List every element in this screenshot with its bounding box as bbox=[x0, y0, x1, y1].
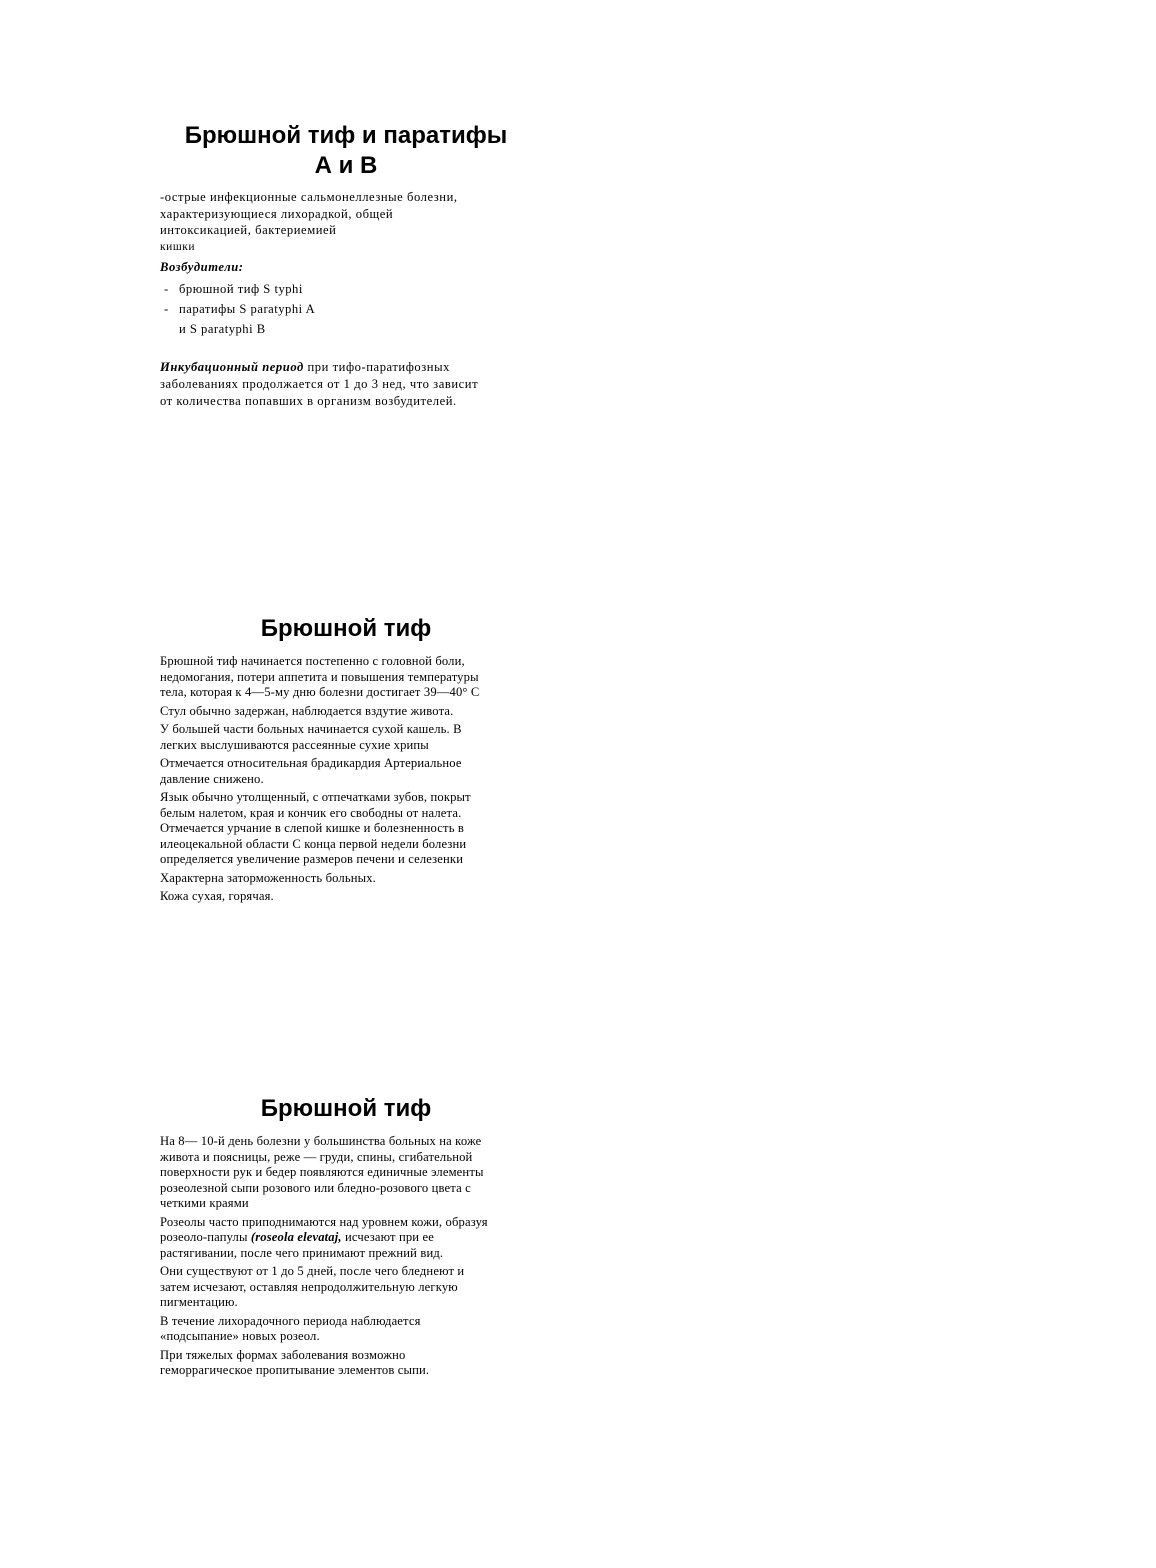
incubation-label: Инкубационный период bbox=[160, 360, 304, 374]
list-item: и S paratyphi B bbox=[179, 322, 266, 336]
paragraph: Отмечается относительная брадикардия Артериальное давление снижено. bbox=[160, 756, 462, 786]
latin-term: (roseola elevataj, bbox=[250, 1230, 342, 1244]
incubation-paragraph: Инкубационный период при тифо-паратифозных заболеваниях продолжается от 1 до 3 нед, что зависит от количества попавших в организм возбудителей. bbox=[160, 360, 479, 408]
list-item: - паратифы S paratyphi A bbox=[164, 302, 316, 316]
pathogens-list bbox=[160, 279, 532, 339]
paragraph: Брюшной тиф начинается постепенно с головной боли, недомогания, потери аппетита и повышения температуры тела, которая к 4—5-му дню болезни достигает 39—40° С bbox=[160, 654, 480, 699]
pathogens-label: Возбудители: bbox=[160, 260, 244, 274]
slide-typhoid-symptoms bbox=[160, 614, 532, 908]
slide-title: Брюшной тиф bbox=[260, 1095, 432, 1122]
paragraph: Они существуют от 1 до 5 дней, после чего бледнеют и затем исчезают, оставляя непродолжительную легкую пигментацию. bbox=[160, 1264, 465, 1309]
paragraph: Стул обычно задержан, наблюдается вздутие живота. bbox=[160, 703, 454, 718]
paragraph: На 8— 10-й день болезни у большинства больных на коже живота и поясницы, реже — груди, спины, сгибательной поверхности рук и бедер появляются единичные элементы розеолезной сыпи розового или бледно-розового цвета с четкими краями bbox=[160, 1134, 484, 1210]
paragraph: В течение лихорадочного периода наблюдается «подсыпание» новых розеол. bbox=[160, 1313, 421, 1343]
slide-title: Брюшной тиф bbox=[260, 615, 432, 642]
slide-typhoid-paratyphoid bbox=[160, 121, 532, 413]
definition-paragraph: -острые инфекционные сальмонеллезные болезни, характеризующиеся лихорадкой, общей интоксикацией, бактериемией кишки bbox=[160, 190, 458, 253]
paragraph: Розеолы часто приподнимаются над уровнем кожи, образуя розеоло-папулы (roseola elevataj, исчезают при ее растягивании, после чего принимают прежний вид. bbox=[160, 1214, 488, 1260]
paragraph: Характерна заторможенность больных. bbox=[160, 870, 376, 885]
slide-title: Брюшной тиф и паратифы А и В bbox=[184, 122, 508, 179]
paragraph: У большей части больных начинается сухой кашель. В легких выслушиваются рассеянные сухие хрипы bbox=[160, 722, 462, 752]
slide-typhoid-rash bbox=[160, 1094, 532, 1382]
paragraph: Кожа сухая, горячая. bbox=[160, 889, 274, 903]
list-item: - брюшной тиф S typhi bbox=[164, 282, 303, 296]
paragraph: При тяжелых формах заболевания возможно геморрагическое пропитывание элементов сыпи. bbox=[160, 1347, 430, 1377]
paragraph: Язык обычно утолщенный, с отпечатками зубов, покрыт белым налетом, края и кончик его свободны от налета. Отмечается урчание в слепой кишке и болезненность в илеоцекальной области С конца первой недели болезни определяется увеличение размеров печени и селезенки bbox=[160, 790, 471, 866]
